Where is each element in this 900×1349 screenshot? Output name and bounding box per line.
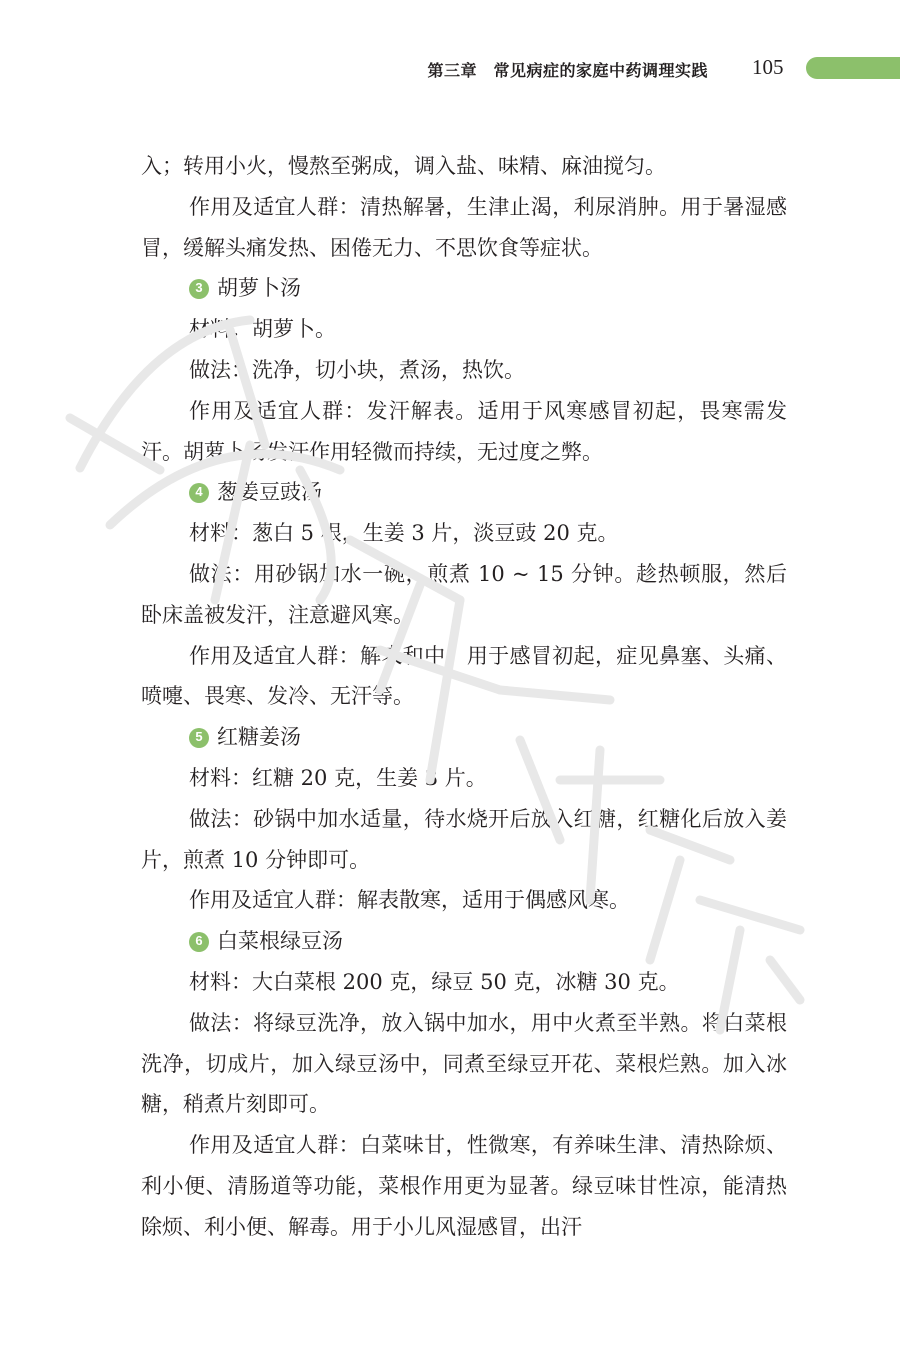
number-badge: 4 xyxy=(189,483,209,503)
paragraph: 作用及适宜人群：白菜味甘，性微寒，有养味生津、清热除烦、利小便、清肠道等功能，菜根作用更为显著。绿豆味甘性凉，能清热除烦、利小便、解毒。用于小儿风湿感冒，出汗 xyxy=(141,1133,787,1239)
paragraph: 材料：葱白 5 根，生姜 3 片，淡豆豉 20 克。 xyxy=(189,521,619,546)
recipe-title: 白菜根绿豆汤 xyxy=(217,929,343,954)
recipe-heading xyxy=(141,921,787,962)
page-body xyxy=(141,146,787,1248)
paragraph: 做法：将绿豆洗净，放入锅中加水，用中火煮至半熟。将白菜根洗净，切成片，加入绿豆汤中，同煮至绿豆开花、菜根烂熟。加入冰糖，稍煮片刻即可。 xyxy=(141,1010,787,1117)
paragraph: 作用及适宜人群：解表和中。用于感冒初起，症见鼻塞、头痛、喷嚏、畏寒、发冷、无汗等。 xyxy=(141,643,787,709)
paragraph: 作用及适宜人群：解表散寒，适用于偶感风寒。 xyxy=(189,888,630,913)
paragraph: 入；转用小火，慢熬至粥成，调入盐、味精、麻油搅匀。 xyxy=(141,154,666,178)
number-badge: 5 xyxy=(189,728,209,748)
chapter-title: 第三章 常见病症的家庭中药调理实践 xyxy=(427,61,708,80)
recipe-title: 葱姜豆豉汤 xyxy=(217,480,322,505)
paragraph: 材料：红糖 20 克，生姜 3 片。 xyxy=(189,765,487,790)
paragraph: 作用及适宜人群：清热解暑，生津止渴，利尿消肿。用于暑湿感冒，缓解头痛发热、困倦无力、不思饮食等症状。 xyxy=(141,194,787,260)
paragraph: 材料：胡萝卜。 xyxy=(189,317,336,342)
recipe-heading xyxy=(141,268,787,309)
running-header xyxy=(0,52,900,88)
paragraph: 作用及适宜人群：发汗解表。适用于风寒感冒初起，畏寒需发汗。胡萝卜汤发汗作用轻微而持续，无过度之弊。 xyxy=(141,398,787,464)
recipe-title: 红糖姜汤 xyxy=(217,725,301,750)
chapter-tab-bar xyxy=(806,57,900,79)
paragraph: 做法：用砂锅加水一碗，煎煮 10 ~ 15 分钟。趁热顿服，然后卧床盖被发汗，注意避风寒。 xyxy=(141,561,787,627)
number-badge: 6 xyxy=(189,932,209,952)
number-badge: 3 xyxy=(189,279,209,299)
paragraph: 材料：大白菜根 200 克，绿豆 50 克，冰糖 30 克。 xyxy=(189,969,680,994)
paragraph: 做法：洗净，切小块，煮汤，热饮。 xyxy=(189,357,525,382)
page-number: 105 xyxy=(752,55,784,79)
paragraph: 做法：砂锅中加水适量，待水烧开后放入红糖，红糖化后放入姜片，煎煮 10 分钟即可。 xyxy=(141,806,787,872)
recipe-heading xyxy=(141,717,787,758)
recipe-title: 胡萝卜汤 xyxy=(217,276,301,301)
recipe-heading xyxy=(141,472,787,513)
